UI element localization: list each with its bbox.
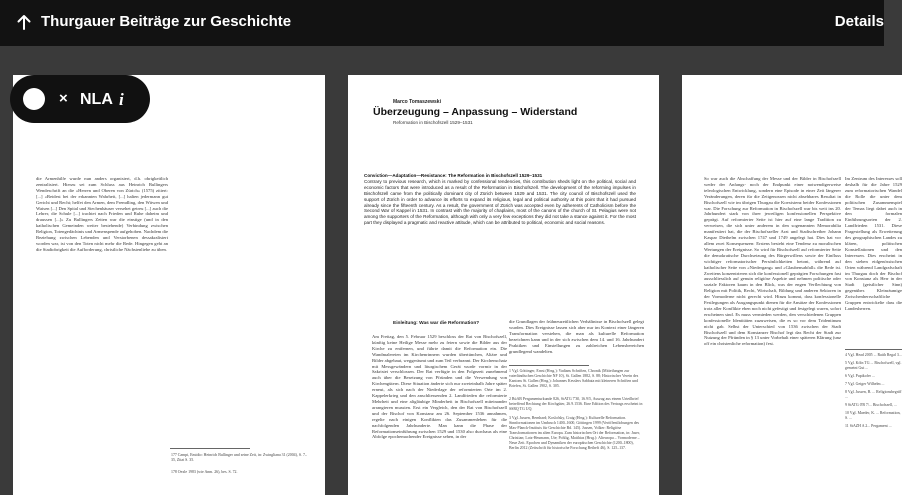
page-right-footnote: 6 Vgl. Pupikofer ... [845, 374, 875, 378]
page-right-footnote: 7 Vgl. Geiger Wilhelm ... [845, 382, 885, 386]
page-center-column-right: die Grundlagen der frühneuzeitlichen Verhältnisse in Bischofszell gelegt wurden. Dies Ereignisse lassen sich aber nur im Kontext einer längeren Transformation verstehen, die man als kulturelle Reformation bezeichnen kann und in der sich zwischen dem 14. und 16. Jahrhundert Praktiken und Einstellungen zu zahlreichen Lebensbereichen grundlegend wandelten. [509, 319, 644, 354]
details-button[interactable]: Details [834, 13, 884, 30]
article-heading: Überzeugung – Anpassung – Widerstand [373, 106, 578, 118]
footnote-rule [509, 365, 589, 366]
section-heading: Einleitung: Was war die Reformation? [393, 321, 480, 326]
abstract-title: Conviction—Adaptation—Resistance: The Reformation in Bischofszell 1529–1531 [364, 173, 543, 178]
page-right-footnotes [845, 353, 902, 432]
page-left-footnote-2: 178 Oexle 1983 (wie Anm. 26), bes. S. 72. [171, 470, 238, 474]
page-right-footnote: 11 StAZH A 2... Pergament ... [845, 424, 892, 428]
info-icon[interactable]: i [119, 90, 124, 109]
page-right-column-left: So war auch die Abschaffung der Messe und der Bilder in Bischofszell weder der Anfangs- noch der Endpunkt einer notwendigerweise teleologischen Entwicklung, sondern eine Episode in einer Zeit längerer Veränderungen, deren für die Zeitgenossen nicht absehbares Resultat in Bischofszell wie im übrigen Thurgau die Koexistenz beider Konfessionen war. Die Forschung zur Reformation in Bischofszell war bis weit ins 20. Jahrhundert stark von ihrer jeweiligen konfessionellen Perspektive geprägt. Auf reformierter Seite ist hier auf eine lange Tradition zu verweisen, die sich unter anderem in den sogenannten Memorabilia manifestiert hat, die der Bischofszeller Arzt und Stadtschreiber Johann Kaspar Diethelm zwischen 1747 und 1749 angelegt hat. Dies hat vor allem zwei Konsequenzen: Erstens besteht eine Tendenz zu moralischen Wertungen der Ereignisse. So wird für Bischofszell auf reformierter Seite die demokratische Durchsetzung des Bürgerwillens sowie der Einfluss wichtiger reformatorischer Persönlichkeiten betont, während auf katholischer Seite von «Niedergang» und «Glaubensabfall» die Rede ist. Zweitens konzentrieren sich die konfessionell geprägten Forschungen fast ausschliesslich auf genuin religiöse Aspekte und nehmen politische oder soziale Faktoren kaum in den Blick, was der engen Verflechtung von Religion mit Politik, Recht, Wirtschaft, Bildung und anderen Sektoren in der Vormoderne nicht gerecht wird. Hinzu kommt, dass konfessionelle Festlegungen als Ausgangspunkt dienen für die Ansätze der Konfessionen trotz aller Konflikte eben noch nicht gefestigt und festgelegt waren, sofort erscheinen sind. Es muss vermieden werden, den verschiedenen Gruppen konfessionelle Identitäten zuzuweisen, die es so vor dem Tridentinum nicht gab. Selbst der Unterschied von 1536 zwischen der Stadt Bischofszell und dem Konstanzer Bischof legt das Recht der Stadt zur Nutzung der Pfründen in § 13 unter Vorbehalt einer späteren Klärung (unz off ein christenliche reformation) fest. [704, 176, 841, 347]
top-bar [0, 0, 884, 46]
page-right-footnote: 5 Vgl. Köln TG ... Bischofszell, vgl. gemeint Gut ... [845, 361, 902, 370]
page-center-footnote-2: 2 BüAB Pergamenturkunde 826, StATG 7'30, 16.9/5, Auszug aus einem Urteilbrief betreffend Rechtung der Kirchgüter, 26.9.1536. Eine Edition des Vertrags erscheint in SSRQ TG UQ. [509, 397, 643, 411]
document-title: Thurgauer Beiträge zur Geschichte [41, 13, 292, 30]
article-subheading: Reformation in Bischofszell 1529–1531 [393, 120, 473, 125]
nla-label: NLA [80, 91, 113, 108]
page-center-column-left: Am Freitag, den 5. Februar 1529 beschloss der Rat von Bischofszell, künftig keine Heilige Messe mehr zu feiern sowie die Bilder aus der Kirche zu entfernen, und führte damit die Reformation ein. Die Wandmalereien im Kirchenrinnern wurden übertünchen, Altäre und Bilder abgebaut, weggeräumt und zum Teil verbrannt. Der Kirchenschatz mit Messgewändern und liturgischem Gerät wurde vormir in der Sakristei verschlossen. Der Rat verfügte in den Folgezeit zunehmend auch über die Besetzung von Pfründen und die Verwendung von Kirchengütern. Diese Situation änderte sich nur zweieinhalb Jahre später erneut, als sich nach der Niederlage der reformierten Orte im 2. Kappelerkrieg und den anschliessenden 2. Landfrieden die reformierte Mehrheit und eine altgläubige Minderheit in Bischofszell miteinander arrangieren mussten. Erst ein Vergleich, den der Rat von Bischofszell und der Bischof von Konstanz am 26. September 1536 annahmen, regelte nach einigen Konflikten das Zusammenleben für die nachfolgenden Jahrhunderte. Man kann die Phase der Reformationseinführung zwischen 1529 und 1530 also durchaus als eine Abfolge epochemachender Ereignisse sehen, in der [372, 334, 507, 440]
page-right-footnote: 10 Vgl. Maeder, K. ... Reformation, S. ... [845, 411, 901, 420]
page-right-footnote: 9 StATG 0'B 7/... Bischofszell, ... [845, 403, 897, 407]
close-icon: × [59, 90, 68, 107]
page-right-footnote: 8 Vgl. Jussen, B. ... Religionsbegriff ... [845, 390, 902, 399]
page-left [13, 75, 325, 495]
footnote-rule [170, 448, 250, 449]
nla-toggle[interactable] [10, 75, 150, 123]
footnote-rule [845, 349, 902, 350]
page-left-body: die Armenhilfe wurde nun anders organisiert, d.h. obrigkeitlich zentralisiert. Hierzu sei zum Schluss aus Heinrich Bullingers Wendeschrift an die «Herren und Oberen von Zürich» (1575) zitiert: [...] «Beidest bei der erkannten Wahrheit, [...] halten jedermann gut Gericht und Recht; helfet den Armen, dem Fremdling, den Witwen und Waisen [...] Den Spital und Siechenhäuser versehet getreu [...] auch die Lehrer, die Schule [...] trachtet nach Frieden und Ruhe daheim und draussen [...]» Zu Bullingers Zeiten war die einstige (und in den katholischen Gemeinden weiter bestehende) Verbindung zwischen Religion, Totengedächtnis und Armenspende aufgehoben. Nachdem die Beziehung zwischen Lebenden und Verstorbenen dessakralisiert worden war, ist von den Toten nicht mehr die Rede. Hingegen geht an die Stadtobrigkeit die Aufforderung, christliche Nächstenliebe zu üben. [36, 176, 168, 252]
page-left-footnote-1: 177 Campi, Emidio: Heinrich Bullinger und seine Zeit, in: Zwingliana 31 (2004), S. 7–35, Zitat S. 35. [171, 453, 307, 462]
page-right [682, 75, 902, 495]
page-center-footnote-1: 1 Vgl. Göttinger, Ernst (Hrsg.): Vadians Schriften, Chronik (Mitteilungen zur vaterländischen Geschichte NF 10), St. Gallen 1882, S. 88; Historischer Verein des Kantons St. Gallen (Hrsg.): Johannes Kesslers Sabbata mit kleineren Schriften und Briefen, St. Gallen 1902, S. 305. [509, 369, 639, 388]
abstract [364, 173, 636, 226]
page-right-footnote: 4 Vgl. Head 2005 ... Raith Regal 3... [845, 353, 902, 357]
abstract-body: Contrary to previous research, which is marked by confessional tendencies, this contribution sheds light on the political, social and economic factors that were introduced as a result of the Reformation in Bischofszell. The development of the reforming impulses in Bischofszell came from the politically dominant city of Zürich between 1529 and 1531. The city council of Bischofszell used the support of Zürich in order to advance its efforts to expand its religious, legal and political authority at this point that it had pursued already since the fifteenth century. As a result, the government of Zürich was accepted even by adherents of Catholicism before the Second War of Kappel in 1531. In contrast with the majority of chaplains, most of the canons of the church of St. Pelagius were not among the supporters of the Reformation, although with only a very few exceptions they did not take a stance against it. For the most part they displayed a pragmatic and reactive attitude, which can be attributed to political, economic and social reasons. [364, 178, 636, 226]
back-button[interactable] [12, 10, 36, 34]
article-author: Marco Tomaszewski [393, 99, 441, 105]
arrow-up-icon [15, 13, 33, 31]
toggle-knob[interactable] [23, 88, 45, 110]
page-right-column-right: Im Zentrum des Interesses soll deshalb für die Jahre 1529 zum reformatorischen Wandel die Rolle die unter dem politischen Zusammenspiel der Temas liegt dabei auch in den formalen Einführungsorten der 2. Landfrieden 1531. Diese Fragestellung als Erweiterung des geographischen Landes zu klären, politischen Konstellationen und den Interessen. Dies erscheint in den sieben eidgenössischen Orten während Landgrafschaft im Thurgau doch der Bischof von Konstanz als Herr in der Stadt (geistlicher Sinn) gegenüber. Kleinräumige Zwischenherrschaftliche Gruppen entwickelte dass die Landesherren. [845, 176, 902, 311]
page-center [348, 75, 659, 495]
page-center-footnote-3: 3 Vgl. Jussen, Bernhard; Koslofsky, Craig (Hrsg.): Kulturelle Reformation. Sinnformationen im Umbruch 1400–1600, Göttingen 1999 (Veröffentlichungen des Max-Planck-Instituts für Geschichte Bd. 145). Jussen, Volker: Religiöse Transformationen im alten Europa. Zum historischen Ort der Reformation, in: Jaser, Christian; Lotz-Heumann, Ute; Pohlig, Matthias (Hrsg.): Alteuropa – Vormoderne – Neue Zeit. Epochen und Dynamiken der europäischen Geschichte (1200–1800), Berlin 2012 (Zeitschrift für historische Forschung Beiheft 46), S. 125–137. [509, 416, 640, 450]
